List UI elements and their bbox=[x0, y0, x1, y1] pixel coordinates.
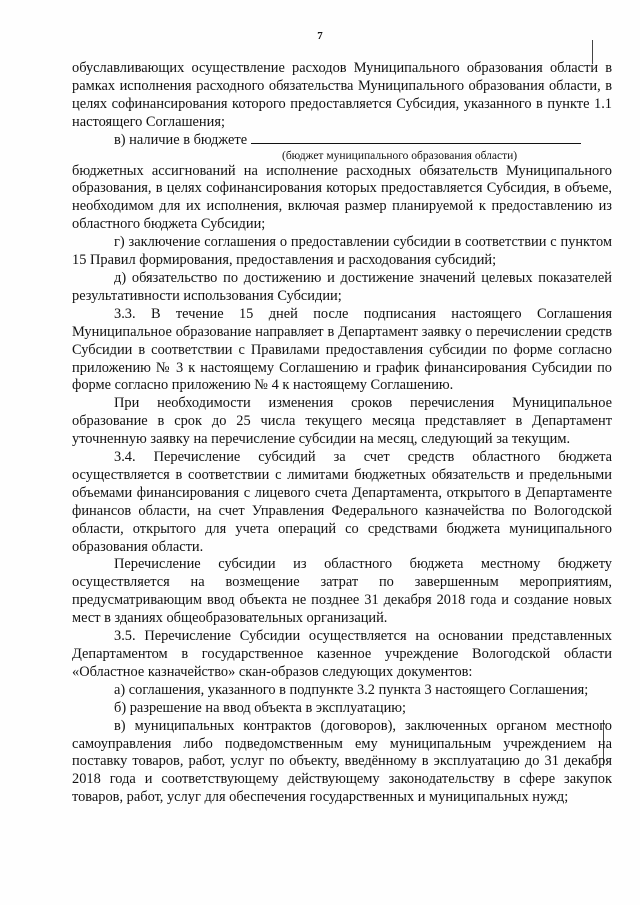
document-body bbox=[72, 60, 612, 807]
page-number: 7 bbox=[317, 30, 323, 42]
paragraph-3-4: 3.4. Перечисление субсидий за счет средств областного бюджета осуществляется в соответствии с лимитами бюджетных обязательств и предельными объемами финансирования с лицевого счета Департамента, открытого в Департаменте финансов области, на счет Управления Федерального казначейства по Вологодской области, открытого для учета операций со средствами бюджета муниципального образования области. bbox=[72, 449, 612, 555]
paragraph-item-v-contracts: в) муниципальных контрактов (договоров), заключенных органом местного самоуправления либо подведомственным ему муниципальным учреждением на поставку товаров, работ, услуг по объекту, введённому в эксплуатацию до 31 декабря 2018 года и соответствующему действующему законодательству в сфере закупок товаров, работ, услуг для обеспечения государственных и муниципальных нужд; bbox=[72, 717, 612, 806]
blank-field-line bbox=[251, 133, 581, 144]
paragraph-continuation: обуславливающих осуществление расходов Муниципального образования области в рамках исполнения расходного обязательства Муниципального образования области, в целях софинансирования которого предоставляется Субсидия, указанного в пункте 1.1 настоящего Соглашения; bbox=[72, 60, 612, 130]
budget-label: в) наличие в бюджете bbox=[114, 131, 248, 148]
budget-blank-line bbox=[72, 132, 612, 150]
paragraph-item-a: а) соглашения, указанного в подпункте 3.2 пункта 3 настоящего Соглашения; bbox=[114, 681, 589, 698]
budget-caption: (бюджет муниципального образования области) bbox=[282, 149, 518, 162]
paragraph-budget-allocations: бюджетных ассигнований на исполнение расходных обязательств Муниципального образования, в целях софинансирования которых предоставляется Субсидия, в объеме, необходимом для их исполнения, включая размер планируемой к предоставлению из областного бюджета Субсидии; bbox=[72, 162, 612, 233]
paragraph-3-3: 3.3. В течение 15 дней после подписания настоящего Соглашения Муниципальное образование направляет в Департамент заявку о перечислении средств Субсидии в соответствии с Правилами предоставления субсидии по форме согласно приложению № 3 к настоящему Соглашению и график финансирования Субсидии по форме согласно приложению № 4 к настоящему Соглашению. bbox=[72, 305, 612, 394]
paragraph-3-5: 3.5. Перечисление Субсидии осуществляется на основании представленных Департаментом в государственное казенное учреждение Вологодской области «Областное казначейство» скан-образов следующих документов: bbox=[72, 628, 612, 680]
paragraph-schedule-change: При необходимости изменения сроков перечисления Муниципальное образование в срок до 25 числа текущего месяца представляет в Департамент уточненную заявку на перечисление субсидии на месяц, следующий за текущим. bbox=[72, 395, 612, 448]
paragraph-item-b: б) разрешение на ввод объекта в эксплуатацию; bbox=[114, 699, 407, 716]
paragraph-item-g: г) заключение соглашения о предоставлении субсидии в соответствии с пунктом 15 Правил формирования, предоставления и расходования субсидий; bbox=[72, 234, 612, 269]
paragraph-transfer-local: Перечисление субсидии из областного бюджета местному бюджету осуществляется на возмещение затрат по завершенным мероприятиям, предусматривающим ввод объекта не позднее 31 декабря 2018 года и создание новых мест в зданиях общеобразовательных организаций. bbox=[72, 556, 612, 627]
paragraph-item-d: д) обязательство по достижению и достижение значений целевых показателей результативности использования Субсидии; bbox=[72, 269, 612, 304]
